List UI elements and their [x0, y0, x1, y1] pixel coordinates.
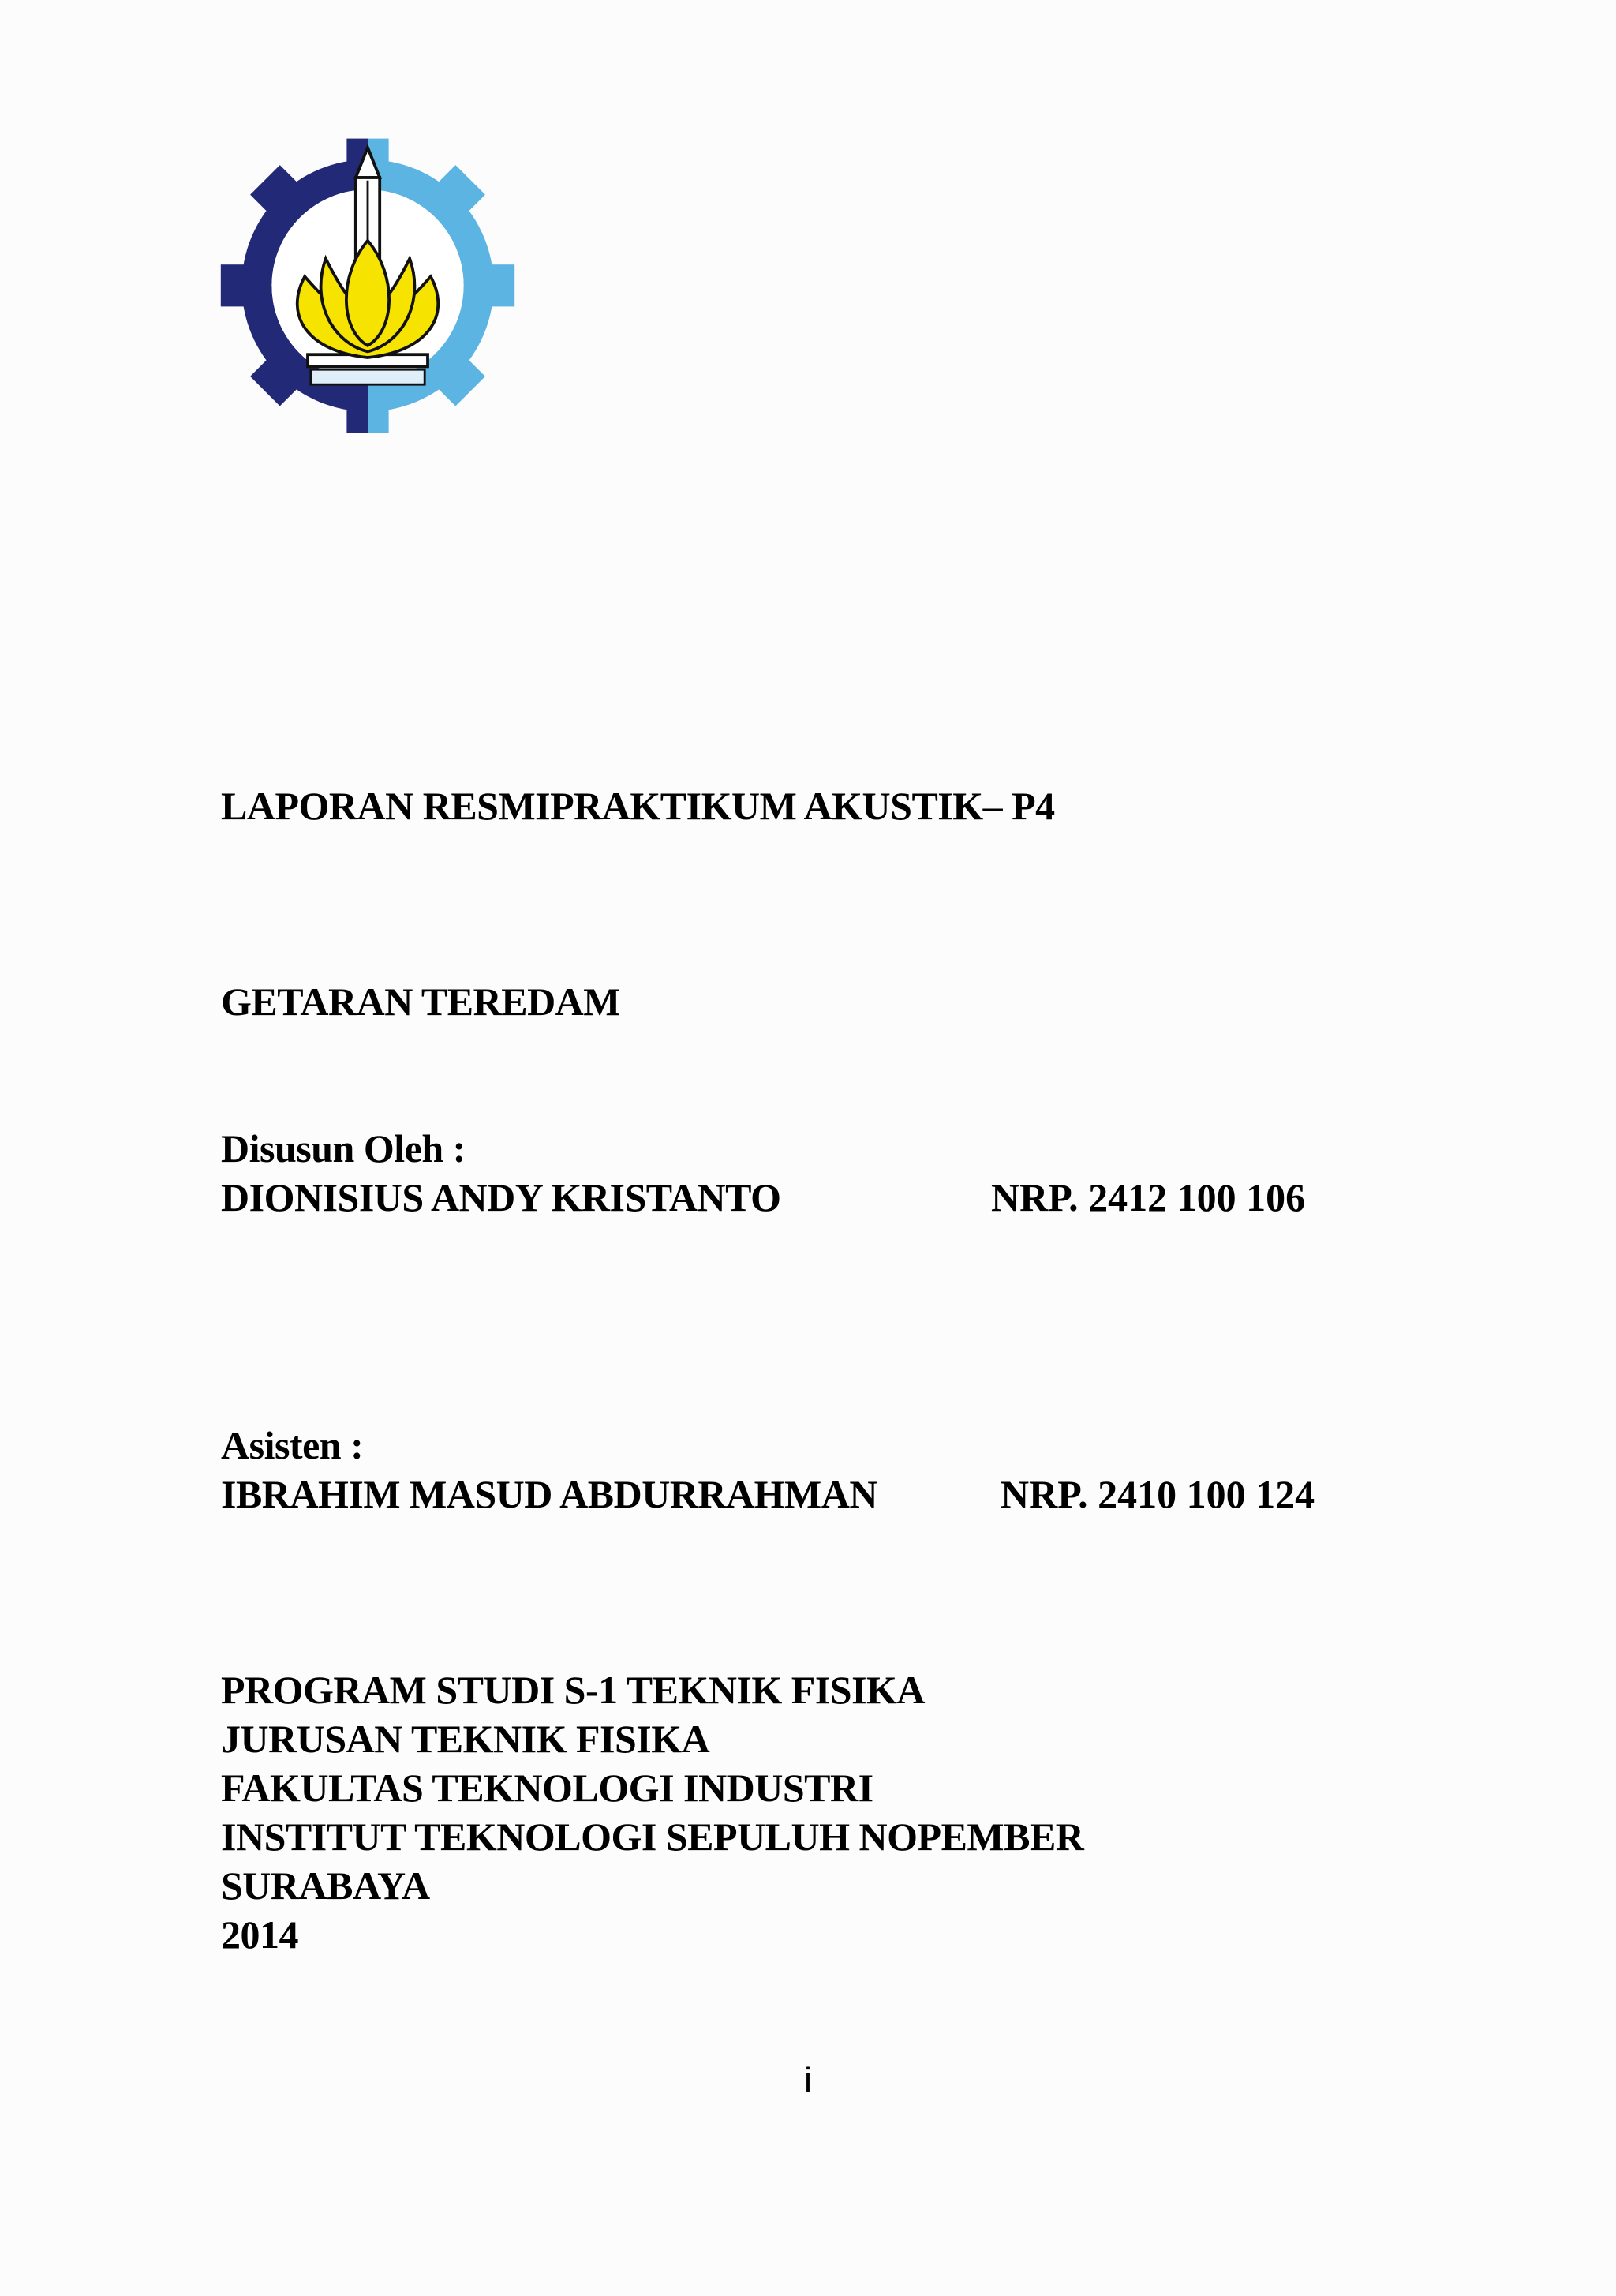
author-nrp: NRP. 2412 100 106	[991, 1175, 1306, 1219]
department-line: JURUSAN TEKNIK FISIKA	[221, 1717, 710, 1761]
year-line: 2014	[221, 1912, 298, 1957]
its-logo	[215, 133, 521, 433]
report-subtitle: GETARAN TEREDAM	[221, 979, 620, 1024]
report-title: LAPORAN RESMIPRAKTIKUM AKUSTIK– P4	[221, 784, 1055, 828]
program-line: PROGRAM STUDI S-1 TEKNIK FISIKA	[221, 1668, 926, 1712]
city-line: SURABAYA	[221, 1863, 430, 1908]
page-number: i	[804, 2061, 812, 2099]
faculty-line: FAKULTAS TEKNOLOGI INDUSTRI	[221, 1766, 873, 1810]
author-name: DIONISIUS ANDY KRISTANTO	[221, 1175, 781, 1219]
author-label: Disusun Oleh :	[221, 1126, 466, 1170]
university-line: INSTITUT TEKNOLOGI SEPULUH NOPEMBER	[221, 1815, 1084, 1859]
assistant-nrp: NRP. 2410 100 124	[1001, 1472, 1315, 1516]
assistant-label: Asisten :	[221, 1423, 364, 1467]
assistant-name: IBRAHIM MASUD ABDURRAHMAN	[221, 1472, 877, 1516]
its-logo-emblem	[215, 133, 521, 433]
